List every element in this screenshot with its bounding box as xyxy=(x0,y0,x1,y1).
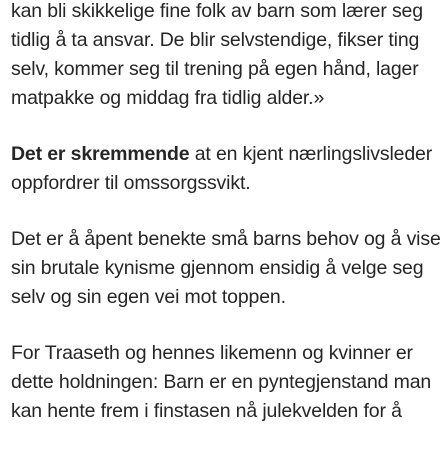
paragraph-line: Det er å åpent benekte små barns behov og å vise xyxy=(11,228,441,250)
paragraph-line xyxy=(11,140,439,169)
article-paragraph xyxy=(11,140,439,198)
paragraph-line: sin brutale kynisme gjennom ensidig å velge seg xyxy=(11,257,424,279)
article-paragraph xyxy=(11,0,439,113)
paragraph-line: selv og sin egen vei mot toppen. xyxy=(11,286,286,308)
paragraph-line: kan bli skikkelige fine folk av barn som lærer seg xyxy=(11,0,423,22)
article-paragraph xyxy=(11,339,439,426)
paragraph-text: at en kjent nærlingslivsleder xyxy=(189,143,433,165)
paragraph-line: selv, kommer seg til trening på egen hånd, lager xyxy=(11,58,419,80)
paragraph-line: oppfordrer til omssorgssvikt. xyxy=(11,172,251,194)
article-body xyxy=(11,0,439,453)
bold-lead-text: Det er skremmende xyxy=(11,143,190,165)
paragraph-line: matpakke og middag fra tidlig alder.» xyxy=(11,87,325,109)
article-paragraph xyxy=(11,225,439,312)
paragraph-line: dette holdningen: Barn er en pyntegjenstand man xyxy=(11,371,432,393)
paragraph-line: kan hente frem i finstasen nå julekvelden for å xyxy=(11,400,402,422)
paragraph-line: tidlig å ta ansvar. De blir selvstendige, fikser ting xyxy=(11,29,420,51)
paragraph-line: For Traaseth og hennes likemenn og kvinner er xyxy=(11,342,413,364)
